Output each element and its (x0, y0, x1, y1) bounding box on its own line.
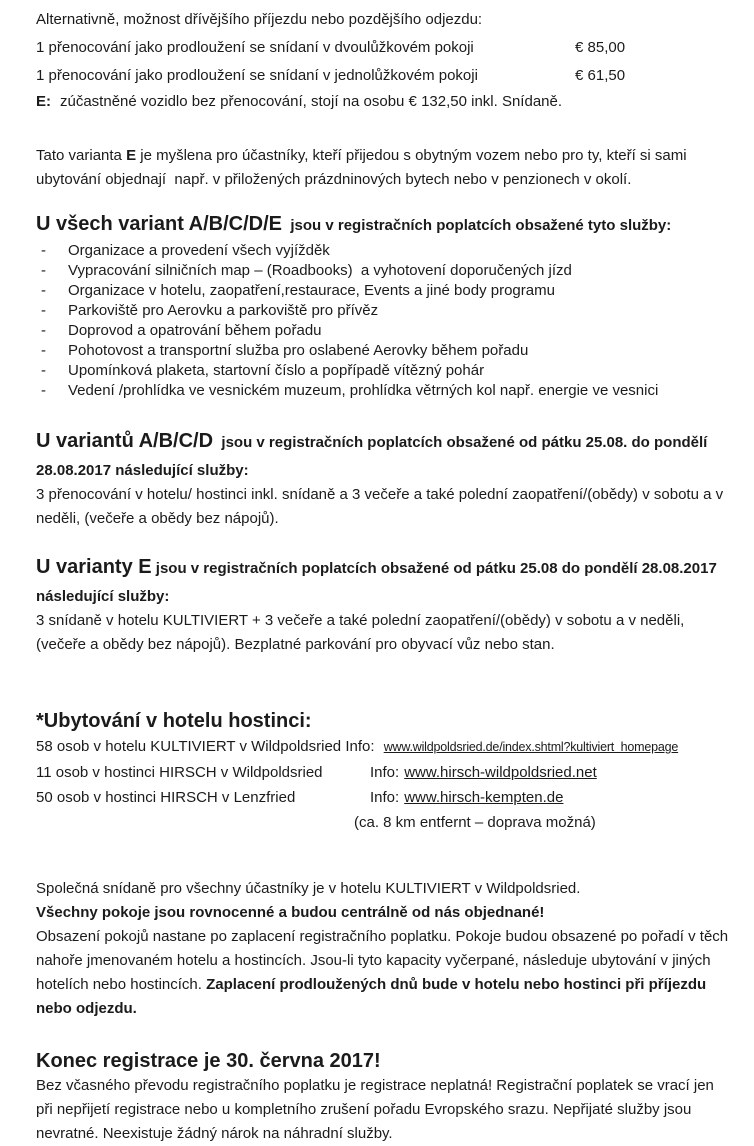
services-e-body (36, 609, 732, 657)
services-all-heading (36, 210, 732, 238)
price-row-label: 1 přenocování jako prodloužení se snídaní v jednolůžkovém pokoji (36, 67, 478, 84)
variant-e-label: E: (36, 93, 51, 110)
accommodation-heading-text: *Ubytování v hotelu hostinci: (36, 710, 312, 732)
price-row (36, 62, 732, 90)
kultiviert-homepage-link[interactable]: www.wildpoldsried.de/index.shtml?kultiviert homepage (383, 740, 679, 754)
bullet-dash: - (41, 322, 46, 339)
services-abcd-heading-main: U variantů A/B/C/D (36, 430, 214, 452)
list-item-text: Pohotovost a transportní služba pro oslabené Aerovky během pořadu (68, 342, 529, 359)
list-item (36, 281, 732, 301)
variant-e-note-after: je myšlena pro účastníky, kteří přijedou s obytným vozem nebo pro ty, kteří si sami ubytování objednají např. v přiložených prázdninových bytech nebo v penzionech v okolí. (36, 147, 691, 188)
list-item-text: Vypracování silničních map – (Roadbooks) a vyhotovení doporučených jízd (68, 262, 572, 279)
list-item-text: Doprovod a opatrování během pořadu (68, 322, 322, 339)
variant-e-text: zúčastněné vozidlo bez přenocování, stojí na osobu € 132,50 inkl. Snídaně. (60, 93, 563, 110)
bullet-dash: - (41, 302, 46, 319)
price-row-value: € 85,00 (575, 39, 626, 56)
rooms-paragraph (36, 925, 732, 1021)
services-abcd-heading-rest1: jsou v registračních poplatcích obsažené od pátku 25.08. do pondělí (213, 434, 708, 451)
services-abcd-body (36, 483, 732, 531)
list-item (36, 301, 732, 321)
deadline-body (36, 1074, 732, 1146)
accommodation-row-text: 50 osob v hostinci HIRSCH v Lenzfried (36, 789, 296, 806)
list-item (36, 381, 732, 401)
price-row-value: € 61,50 (575, 67, 626, 84)
list-item-text: Organizace a provedení všech vyjížděk (68, 242, 330, 259)
list-item-text: Parkoviště pro Aerovku a parkoviště pro přívěz (68, 302, 379, 319)
price-row (36, 34, 732, 62)
services-e-heading-rest1: jsou v registračních poplatcích obsažené od pátku 25.08 do pondělí 28.08.2017 (151, 560, 717, 577)
rooms-paragraph-bold: Zaplacení prodloužených dnů bude v hotelu nebo hostinci při příjezdu nebo odjezdu. (36, 976, 711, 1017)
variant-e-note (36, 144, 732, 192)
services-e-heading-rest2: následující služby: (36, 588, 170, 605)
deadline-heading-text: Konec registrace je 30. června 2017! (36, 1050, 381, 1072)
list-item-text: Vedení /prohlídka ve vesnickém muzeum, prohlídka větrných kol např. energie ve vesnici (68, 382, 659, 399)
info-label: Info: (370, 764, 400, 781)
variant-e-note-before: Tato varianta (36, 147, 127, 164)
services-all-heading-rest: jsou v registračních poplatcích obsažené tyto služby: (282, 217, 672, 234)
info-label: Info: (370, 789, 400, 806)
services-all-heading-main: U všech variant A/B/C/D/E (36, 213, 283, 235)
list-item (36, 341, 732, 361)
price-row-label: 1 přenocování jako prodloužení se snídaní v dvoulůžkovém pokoji (36, 39, 474, 56)
accommodation-row (36, 734, 732, 760)
bullet-dash: - (41, 382, 46, 399)
services-e-heading (36, 553, 732, 609)
bullet-dash: - (41, 282, 46, 299)
accommodation-row (36, 785, 732, 810)
info-label: Info: (345, 738, 379, 755)
bullet-dash: - (41, 262, 46, 279)
variant-e-price-line (36, 90, 732, 114)
bullet-dash: - (41, 362, 46, 379)
variant-e-note-bold: E (126, 147, 137, 164)
list-item (36, 321, 732, 341)
deadline-heading (36, 1047, 732, 1074)
services-list (36, 241, 732, 401)
accommodation-heading (36, 707, 732, 734)
services-e-heading-main: U varianty E (36, 556, 152, 578)
accommodation-row-text: 11 osob v hostinci HIRSCH v Wildpoldsried (36, 764, 323, 781)
accommodation-row (36, 760, 732, 785)
hirsch-kempten-link[interactable]: www.hirsch-kempten.de (404, 789, 564, 806)
services-abcd-heading (36, 427, 732, 483)
list-item-text: Upomínková plaketa, startovní číslo a popřípadě vítězný pohár (68, 362, 485, 379)
services-abcd-body-text: 3 přenocování v hotelu/ hostinci inkl. snídaně a 3 večeře a také polední zaopatření/(obědy) v sobotu a v neděli, (večeře a obědy bez nápojů). (36, 486, 728, 527)
deadline-body-text: Bez včasného převodu registračního poplatku je registrace neplatná! Registrační poplatek se vrací jen při nepřijetí registrace nebo u kompletního zrušení pořadu Evropského srazu. Nepřijaté služby jsou nevratné. Neexistuje žádný nárok na náhradní služby. (36, 1077, 719, 1142)
list-item (36, 361, 732, 381)
list-item (36, 241, 732, 261)
services-abcd-heading-rest2: 28.08.2017 následující služby: (36, 462, 249, 479)
distance-note: (ca. 8 km entfernt – doprava možná) (354, 814, 596, 831)
bullet-dash: - (41, 342, 46, 359)
rooms-paragraph-normal: Obsazení pokojů nastane po zaplacení registračního poplatku. Pokoje budou obsazené po pořadí v těch nahoře jmenovaném hotelu a hostincích. Jsou-li tyto kapacity vyčerpané, následuje ubytování v jiných hotelích nebo hostincích. (36, 928, 733, 993)
hirsch-wildpoldsried-link[interactable]: www.hirsch-wildpoldsried.net (404, 764, 597, 781)
list-item-text: Organizace v hotelu, zaopatření,restaurace, Events a jiné body programu (68, 282, 555, 299)
list-item (36, 261, 732, 281)
breakfast-line-text: Společná snídaně pro všechny účastníky je v hotelu KULTIVIERT v Wildpoldsried. (36, 880, 581, 897)
intro-title: Alternativně, možnost dřívějšího příjezdu nebo pozdějšího odjezdu: (36, 11, 483, 28)
services-e-body-text: 3 snídaně v hotelu KULTIVIERT + 3 večeře a také polední zaopatření/(obědy) v sobotu a v neděli, (večeře a obědy bez nápojů). Bezplatné parkování pro obyvací vůz nebo stan. (36, 612, 689, 653)
rooms-bold-line-text: Všechny pokoje jsou rovnocenné a budou centrálně od nás objednané! (36, 904, 545, 921)
rooms-bold-line (36, 901, 732, 925)
breakfast-line (36, 877, 732, 901)
bullet-dash: - (41, 242, 46, 259)
accommodation-row-text: 58 osob v hotelu KULTIVIERT v Wildpoldsried (36, 738, 342, 755)
